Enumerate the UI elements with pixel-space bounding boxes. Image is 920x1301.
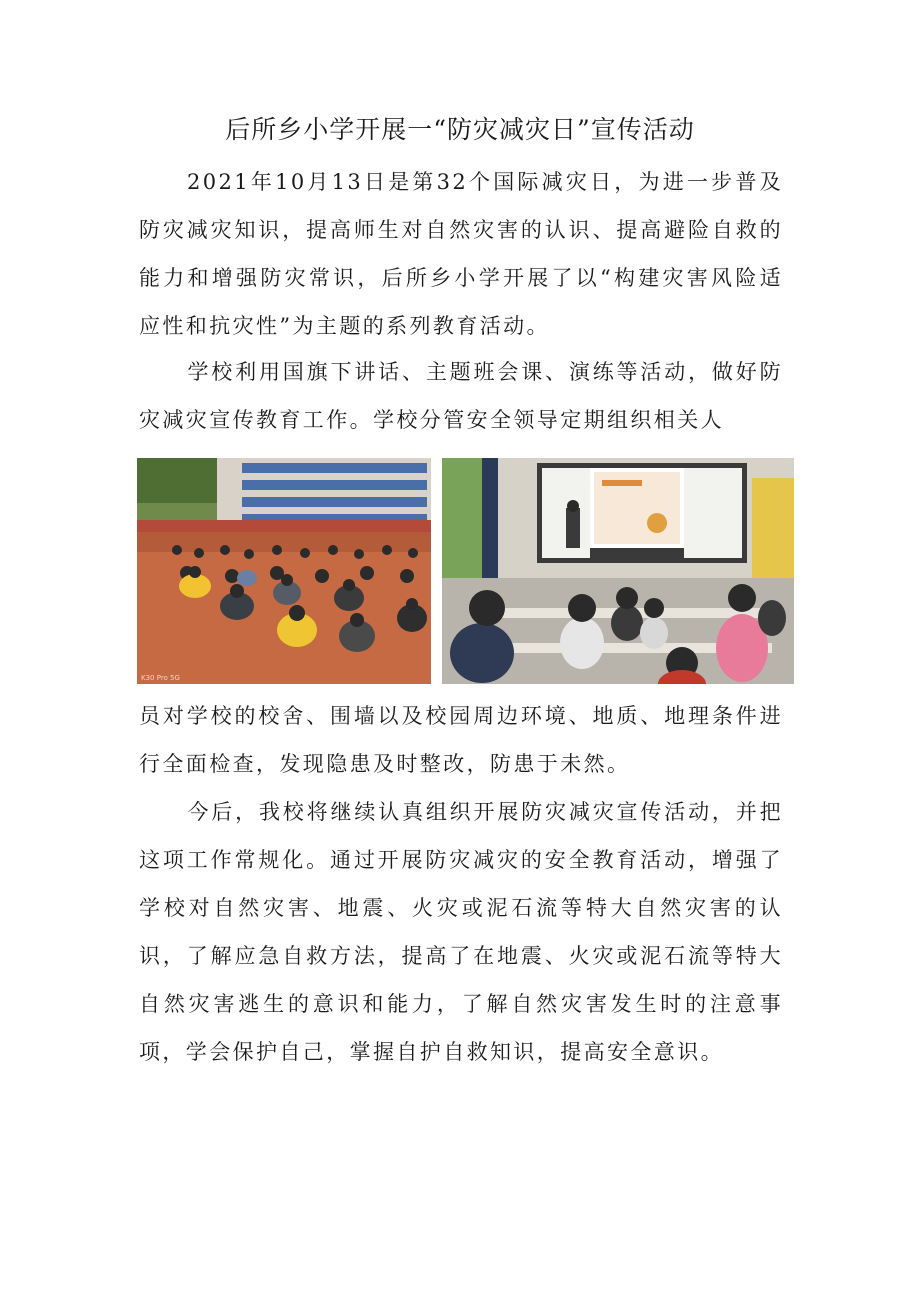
paragraph-conclusion-text: 今后，我校将继续认真组织开展防灾减灾宣传活动，并把这项工作常规化。通过开展防灾减灾的安全教育活动，增强了学校对自然灾害、地震、火灾或泥石流等特大自然灾害的认识，了解应急自救方法，提高了在地震、火灾或泥石流等特大自然灾害逃生的意识和能力，了解自然灾害发生时的注意事项，学会保护自己，掌握自护自救知识，提高安全意识。 [139, 800, 783, 1064]
drill-scene-graphic [137, 458, 431, 684]
paragraph-inspection-text: 员对学校的校舍、围墙以及校园周边环境、地质、地理条件进行全面检查，发现隐患及时整改，防患于未然。 [139, 704, 783, 776]
paragraph-intro [139, 158, 783, 350]
paragraph-activities [139, 348, 783, 444]
photo-classroom-lesson [442, 458, 794, 684]
camera-watermark: K30 Pro 5G [141, 674, 180, 682]
paragraph-conclusion [139, 788, 783, 1076]
document-title: 后所乡小学开展一“防灾减灾日”宣传活动 [225, 115, 695, 144]
classroom-scene-graphic [442, 458, 794, 684]
photo-earthquake-drill [137, 458, 431, 684]
paragraph-activities-text: 学校利用国旗下讲话、主题班会课、演练等活动，做好防灾减灾宣传教育工作。学校分管安全领导定期组织相关人 [139, 360, 783, 432]
paragraph-inspection [139, 692, 783, 788]
paragraph-intro-text: 2021年10月13日是第32个国际减灾日，为进一步普及防灾减灾知识，提高师生对自然灾害的认识、提高避险自救的能力和增强防灾常识，后所乡小学开展了以“构建灾害风险适应性和抗灾性”为主题的系列教育活动。 [139, 170, 783, 338]
